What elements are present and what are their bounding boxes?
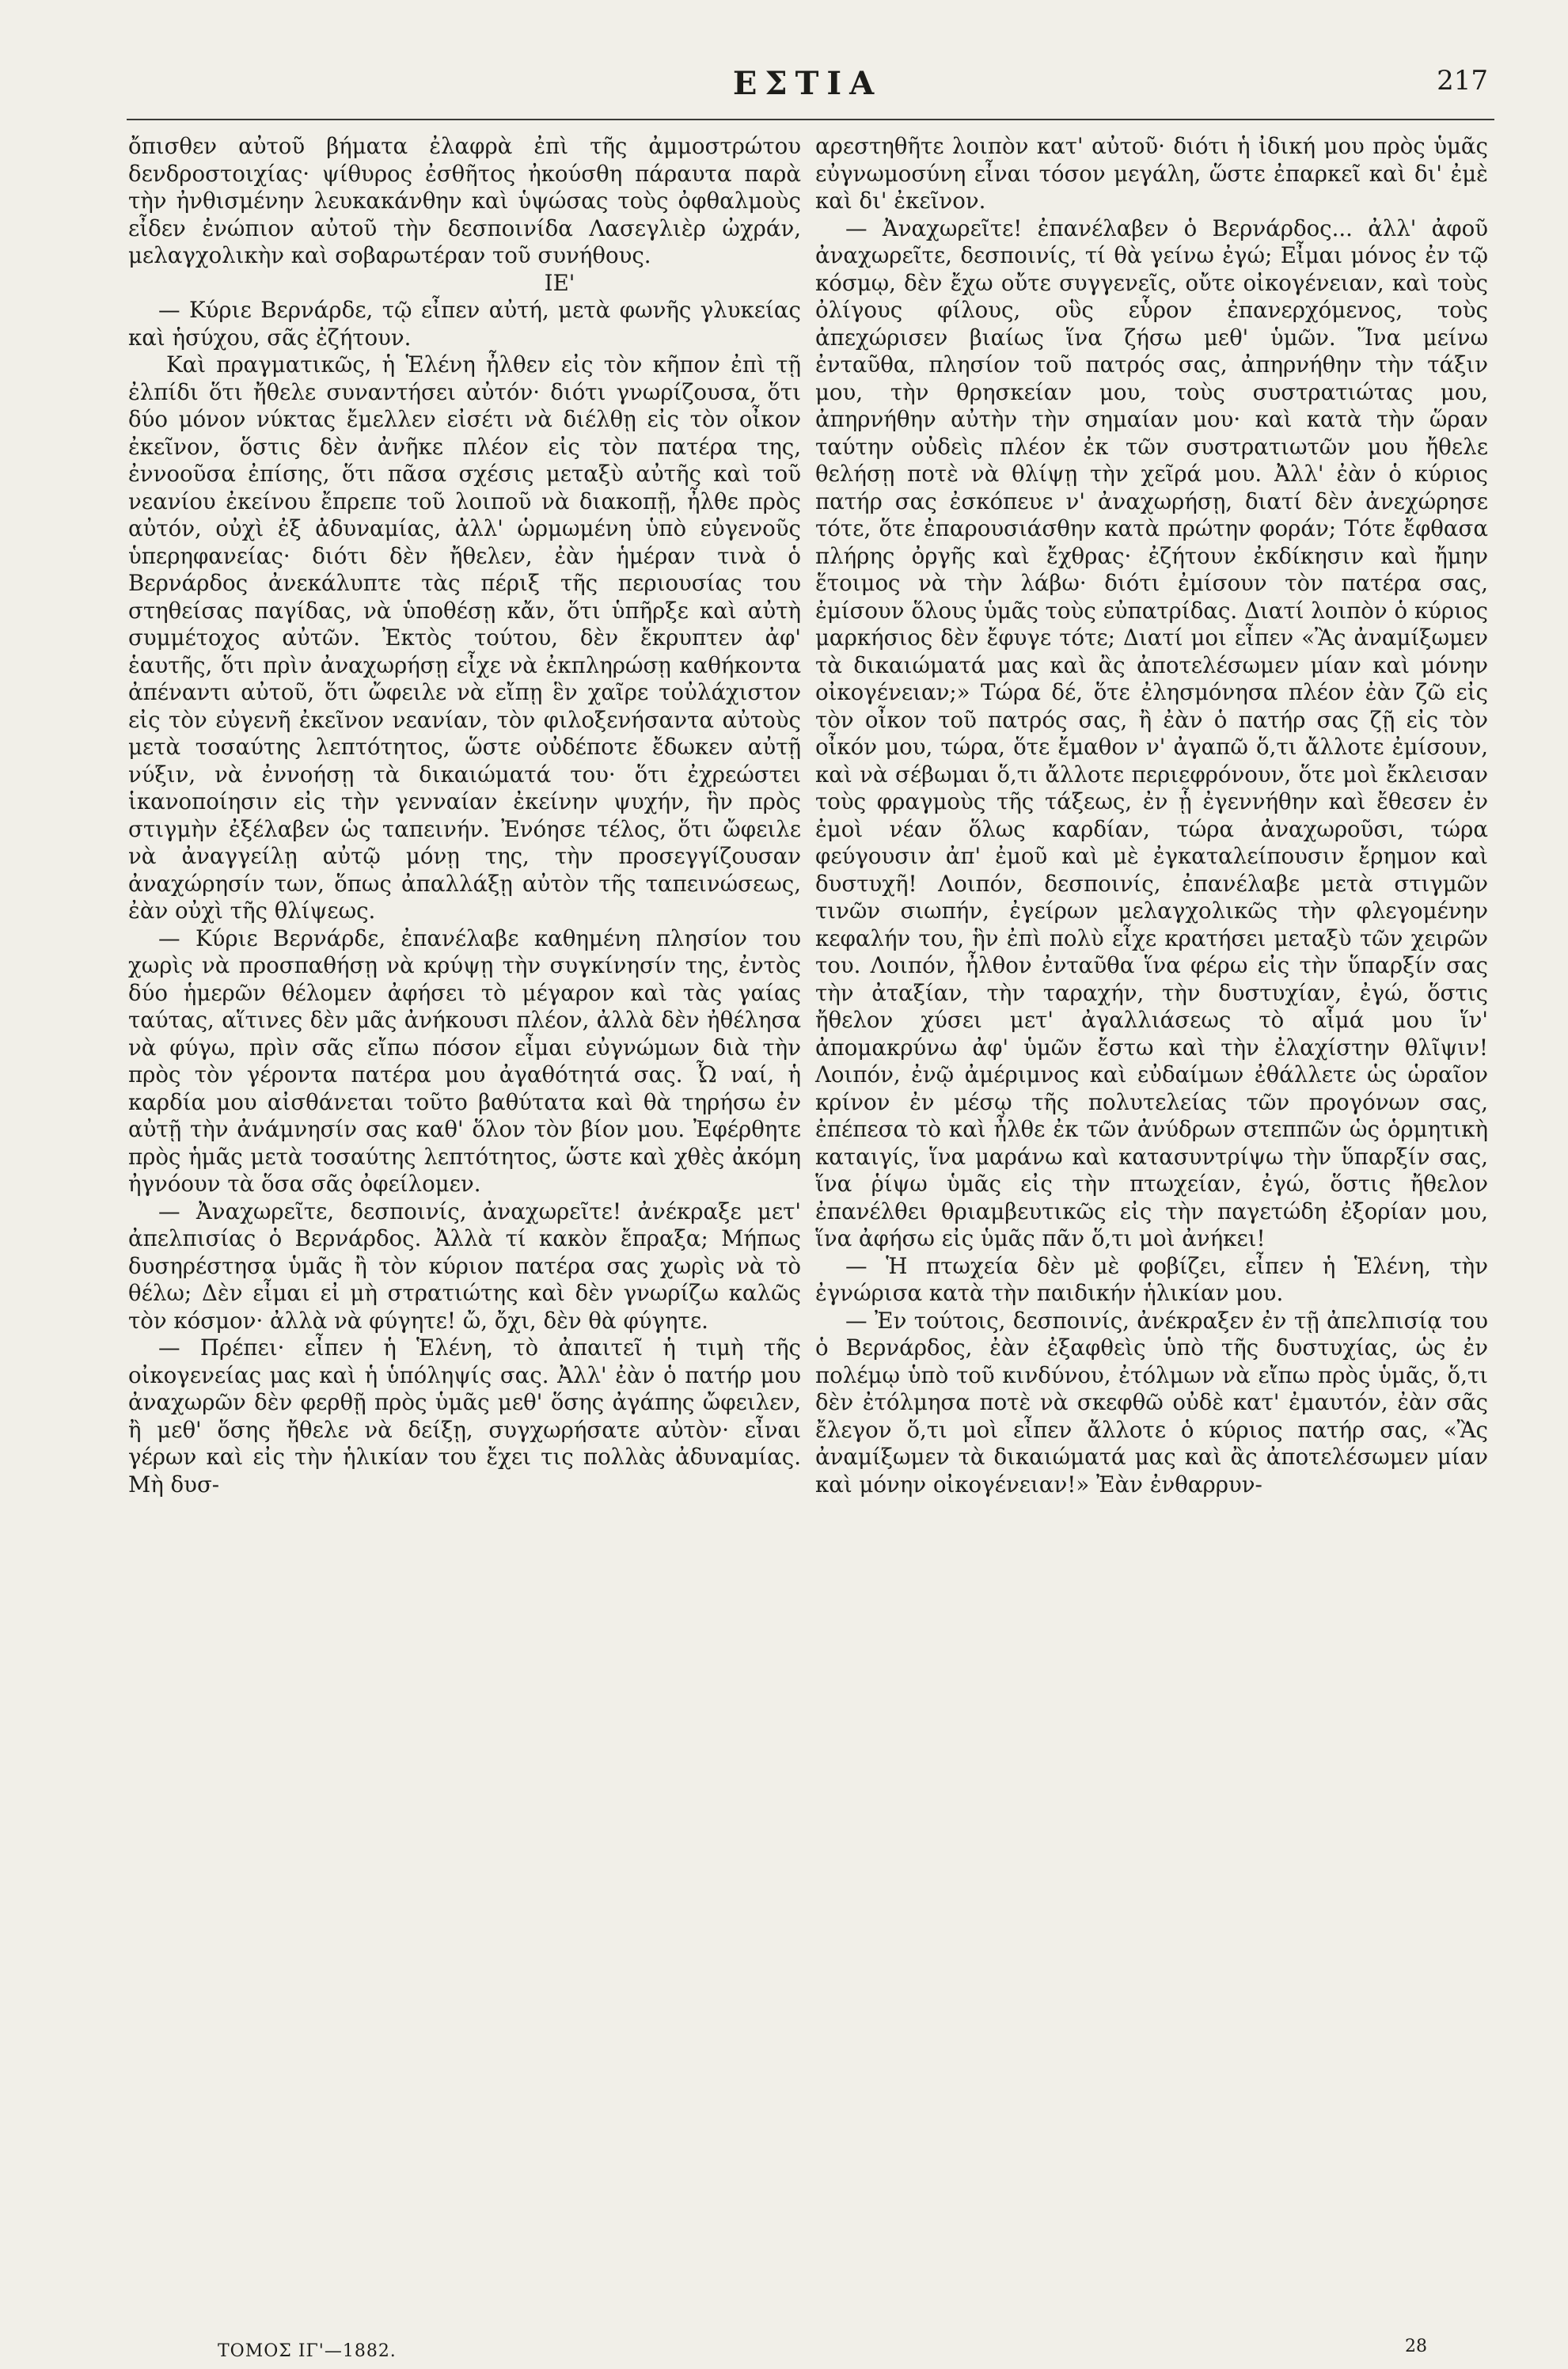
left-column [128, 133, 801, 1498]
signature-mark: 28 [1405, 2337, 1427, 2356]
paragraph: αρεστηθῆτε λοιπὸν κατ' αὐτοῦ· διότι ἡ ἰδική μου πρὸς ὑμᾶς εὐγνωμοσύνη εἶναι τόσον μεγάλη, ὥστε ἐπαρκεῖ καὶ δι' ἐμὲ καὶ δι' ἐκεῖνον. [815, 133, 1488, 214]
paragraph: — Κύριε Βερνάρδε, ἐπανέλαβε καθημένη πλησίον του χωρὶς νὰ προσπαθήσῃ νὰ κρύψῃ τὴν συγκίνησίν της, ἐντὸς δύο ἡμερῶν θέλομεν ἀφήσει τὸ μέγαρον καὶ τὰς γαίας ταύτας, αἵτινες δὲν μᾶς ἀνήκουσι πλέον, ἀλλὰ δὲν ἠθέλησα νὰ φύγω, πρὶν σᾶς εἴπω πόσον εἶμαι εὐγνώμων διὰ τὴν πρὸς τὸν γέροντα πατέρα μου ἀγαθότητά σας. Ὦ ναί, ἡ καρδία μου αἰσθάνεται τοῦτο βαθύτατα καὶ θὰ τηρήσω ἐν αὐτῇ τὴν ἀνάμνησίν σας καθ' ὅλον τὸν βίον μου. Ἐφέρθητε πρὸς ἡμᾶς μετὰ τοσαύτης λεπτότητος, ὥστε καὶ χθὲς ἀκόμη ἠγνόουν τὰ ὅσα σᾶς ὀφείλομεν. [128, 924, 801, 1197]
paragraph: — Ἐν τούτοις, δεσποινίς, ἀνέκραξεν ἐν τῇ ἀπελπισίᾳ του ὁ Βερνάρδος, ἐὰν ἐξαφθεὶς ὑπὸ τῆς δυστυχίας, ὡς ἐν πολέμῳ ὑπὸ τοῦ κινδύνου, ἐτόλμων νὰ εἴπω πρὸς ὑμᾶς, ὅ,τι δὲν ἐτόλμησα ποτὲ νὰ σκεφθῶ οὐδὲ κατ' ἐμαυτόν, ἐὰν σᾶς ἔλεγον ὅ,τι μοὶ εἶπεν ἄλλοτε ὁ κύριος πατήρ σας, «Ἂς ἀναμίξωμεν τὰ δικαιώματά μας καὶ ἂς ἀποτελέσωμεν μίαν καὶ μόνην οἰκογένειαν!» Ἐὰν ἐνθαρρυν- [815, 1307, 1488, 1498]
journal-title: ΕΣΤΙΑ [732, 65, 883, 102]
paragraph: Καὶ πραγματικῶς, ἡ Ἑλένη ἦλθεν εἰς τὸν κῆπον ἐπὶ τῇ ἐλπίδι ὅτι ἤθελε συναντήσει αὐτόν· διότι γνωρίζουσα, ὅτι δύο μόνον νύκτας ἔμελλεν εἰσέτι νὰ διέλθῃ εἰς τὸν οἶκον ἐκεῖνον, ὅστις δὲν ἀνῆκε πλέον εἰς τὸν πατέρα της, ἐννοοῦσα ἐπίσης, ὅτι πᾶσα σχέσις μεταξὺ αὐτῆς καὶ τοῦ νεανίου ἐκείνου ἔπρεπε τοῦ λοιποῦ νὰ διακοπῇ, ἦλθε πρὸς αὐτόν, οὐχὶ ἐξ ἀδυναμίας, ἀλλ' ὡρμωμένη ὑπὸ εὐγενοῦς ὑπερηφανείας· διότι δὲν ἤθελεν, ἐὰν ἡμέραν τινὰ ὁ Βερνάρδος ἀνεκάλυπτε τὰς πέριξ τῆς περιουσίας του στηθείσας παγίδας, νὰ ὑποθέσῃ κἄν, ὅτι ὑπῆρξε καὶ αὐτὴ συμμέτοχος αὐτῶν. Ἐκτὸς τούτου, δὲν ἔκρυπτεν ἀφ' ἑαυτῆς, ὅτι πρὶν ἀναχωρήσῃ εἶχε νὰ ἐκπληρώσῃ καθήκοντα ἀπέναντι αὐτοῦ, ὅτι ὤφειλε νὰ εἴπῃ ἓν χαῖρε τοὐλάχιστον εἰς τὸν εὐγενῆ ἐκεῖνον νεανίαν, τὸν φιλοξενήσαντα αὐτοὺς μετὰ τοσαύτης λεπτότητος, ὥστε οὐδέποτε ἔδωκεν αὐτῇ νύξιν, νὰ ἐννοήσῃ τὰ δικαιώματά του· ὅτι ἐχρεώστει ἱκανοποίησιν εἰς τὴν γενναίαν ἐκείνην ψυχήν, ἣν πρὸς στιγμὴν ἐξέλαβεν ὡς ταπεινήν. Ἐνόησε τέλος, ὅτι ὤφειλε νὰ ἀναγγείλῃ αὐτῷ μόνῃ της, τὴν προσεγγίζουσαν ἀναχώρησίν των, ὅπως ἀπαλλάξῃ αὐτὸν τῆς ταπεινώσεως, ἐὰν οὐχὶ τῆς θλίψεως. [128, 351, 801, 924]
volume-footer: ΤΟΜΟΣ ΙΓ'—1882. [218, 2341, 397, 2361]
section-number: ΙΕ' [544, 269, 575, 296]
paragraph: — Πρέπει· εἶπεν ἡ Ἑλένη, τὸ ἀπαιτεῖ ἡ τιμὴ τῆς οἰκογενείας μας καὶ ἡ ὑπόληψίς σας. Ἀλλ' ἐὰν ὁ πατήρ μου ἀναχωρῶν δὲν φερθῇ πρὸς ὑμᾶς μεθ' ὅσης ἀγάπης ὤφειλεν, ἢ μεθ' ὅσης ἤθελε νὰ δείξῃ, συγχωρήσατε αὐτὸν· εἶναι γέρων καὶ εἰς τὴν ἡλικίαν του ἔχει τις πολλὰς ἀδυναμίας. Μὴ δυσ- [128, 1334, 801, 1498]
running-head [127, 65, 1488, 112]
paragraph: — Ἀναχωρεῖτε! ἐπανέλαβεν ὁ Βερνάρδος... ἀλλ' ἀφοῦ ἀναχωρεῖτε, δεσποινίς, τί θὰ γείνω ἐγώ; Εἶμαι μόνος ἐν τῷ κόσμῳ, δὲν ἔχω οὔτε συγγενεῖς, οὔτε οἰκογένειαν, καὶ τοὺς ὀλίγους φίλους, οὓς εὗρον ἐπανερχόμενος, τοὺς ἀπεχώρισεν βιαίως ἵνα ζήσω μεθ' ὑμῶν. Ἵνα μείνω ἐνταῦθα, πλησίον τοῦ πατρός σας, ἀπηρνήθην τὴν τάξιν μου, τὴν θρησκείαν μου, τοὺς συστρατιώτας μου, ἀπηρνήθην αὐτὴν τὴν σημαίαν μου· καὶ κατὰ τὴν ὥραν ταύτην οὐδεὶς πλέον ἐκ τῶν συστρατιωτῶν μου ἤθελε θελήσῃ ποτὲ νὰ θλίψῃ τὴν χεῖρά μου. Ἀλλ' ἐὰν ὁ κύριος πατήρ σας ἐσκόπευε ν' ἀναχωρήσῃ, διατί δὲν ἀνεχώρησε τότε, ὅτε ἐπαρουσιάσθην κατὰ πρώτην φοράν; Τότε ἔφθασα πλήρης ὀργῆς καὶ ἔχθρας· ἐζήτουν ἐκδίκησιν καὶ ἤμην ἕτοιμος νὰ τὴν λάβω· διότι ἐμίσουν τὸν πατέρα σας, ἐμίσουν ὅλους ὑμᾶς τοὺς εὐπατρίδας. Διατί λοιπὸν ὁ κύριος μαρκήσιος δὲν ἔφυγε τότε; Διατί μοι εἶπεν «Ἂς ἀναμίξωμεν τὰ δικαιώματά μας καὶ ἂς ἀποτελέσωμεν μίαν καὶ μόνην οἰκογένειαν;» Τώρα δέ, ὅτε ἐλησμόνησα πλέον ἐὰν ζῶ εἰς τὸν οἶκον τοῦ πατρός σας, ἢ ἐὰν ὁ πατήρ σας ζῇ εἰς τὸν οἶκόν μου, τώρα, ὅτε ἔμαθον ν' ἀγαπῶ ὅ,τι ἄλλοτε ἐμίσουν, καὶ νὰ σέβωμαι ὅ,τι ἄλλοτε περιεφρόνουν, ὅτε μοὶ ἔκλεισαν τοὺς φραγμοὺς τῆς τάξεως, ἐν ᾗ ἐγεννήθην καὶ ἔθεσεν ἐν ἐμοὶ νέαν ὅλως καρδίαν, τώρα ἀναχωροῦσι, τώρα φεύγουσιν ἀπ' ἐμοῦ καὶ μὲ ἐγκαταλείπουσιν ἔρημον καὶ δυστυχῆ! Λοιπόν, δεσποινίς, ἐπανέλαβε μετὰ στιγμῶν τινῶν σιωπήν, ἐγείρων μελαγχολικῶς τὴν φλεγομένην κεφαλήν του, ἣν ἐπὶ πολὺ εἶχε κρατήσει μεταξὺ τῶν χειρῶν του. Λοιπόν, ἦλθον ἐνταῦθα ἵνα φέρω εἰς τὴν ὕπαρξίν σας τὴν ἀταξίαν, τὴν ταραχήν, τὴν δυστυχίαν, ἐγώ, ὅστις ἤθελον χύσει μετ' ἀγαλλιάσεως τὸ αἷμά μου ἵν' ἀπομακρύνω ἀφ' ὑμῶν ἔστω καὶ τὴν ἐλαχίστην θλῖψιν! Λοιπόν, ἐνῷ ἀμέριμνος καὶ εὐδαίμων ἐθάλλετε ὡς ὡραῖον κρίνον ἐν μέσῳ τῆς πολυτελείας τῶν προγόνων σας, ἐπέπεσα τὸ καὶ ἦλθε ἐκ τῶν ἀνύδρων στεππῶν ὡς ὁρμητικὴ καταιγίς, ἵνα μαράνω καὶ κατασυντρίψω τὴν ὕπαρξίν σας, ἵνα ῥίψω ὑμᾶς εἰς τὴν πτωχείαν, ἐγώ, ὅστις ἤθελον ἐπανέλθει θριαμβευτικῶς εἰς τὴν παγετώδη ἐξορίαν μου, ἵνα ἀφήσω εἰς ὑμᾶς πᾶν ὅ,τι μοὶ ἀνήκει! [815, 215, 1488, 1251]
paragraph: ὄπισθεν αὐτοῦ βήματα ἐλαφρὰ ἐπὶ τῆς ἀμμοστρώτου δενδροστοιχίας· ψίθυρος ἐσθῆτος ἠκούσθη πάραυτα παρὰ τὴν ἠνθισμένην λευκακάνθην καὶ ὑψώσας τοὺς ὀφθαλμοὺς εἶδεν ἐνώπιον αὐτοῦ τὴν δεσποινίδα Λασεγλιὲρ ὠχράν, μελαγχολικὴν καὶ σοβαρωτέραν τοῦ συνήθους. [128, 133, 801, 268]
right-column [815, 133, 1488, 1498]
paragraph: — Ἡ πτωχεία δὲν μὲ φοβίζει, εἶπεν ἡ Ἑλένη, τὴν ἐγνώρισα κατὰ τὴν παιδικήν ἡλικίαν μου. [815, 1252, 1488, 1306]
header-rule [127, 119, 1494, 120]
page-number: 217 [1437, 65, 1488, 97]
paragraph: — Κύριε Βερνάρδε, τῷ εἶπεν αὐτή, μετὰ φωνῆς γλυκείας καὶ ἡσύχου, σᾶς ἐζήτουν. [128, 297, 801, 351]
paragraph: — Ἀναχωρεῖτε, δεσποινίς, ἀναχωρεῖτε! ἀνέκραξε μετ' ἀπελπισίας ὁ Βερνάρδος. Ἀλλὰ τί κακὸν ἔπραξα; Μήπως δυσηρέστησα ὑμᾶς ἢ τὸν κύριον πατέρα σας χωρὶς νὰ τὸ θέλω; Δὲν εἶμαι εἰ μὴ στρατιώτης καὶ δὲν γνωρίζω καλῶς τὸν κόσμον· ἀλλὰ νὰ φύγητε! ὤ, ὄχι, δὲν θὰ φύγητε. [128, 1198, 801, 1334]
